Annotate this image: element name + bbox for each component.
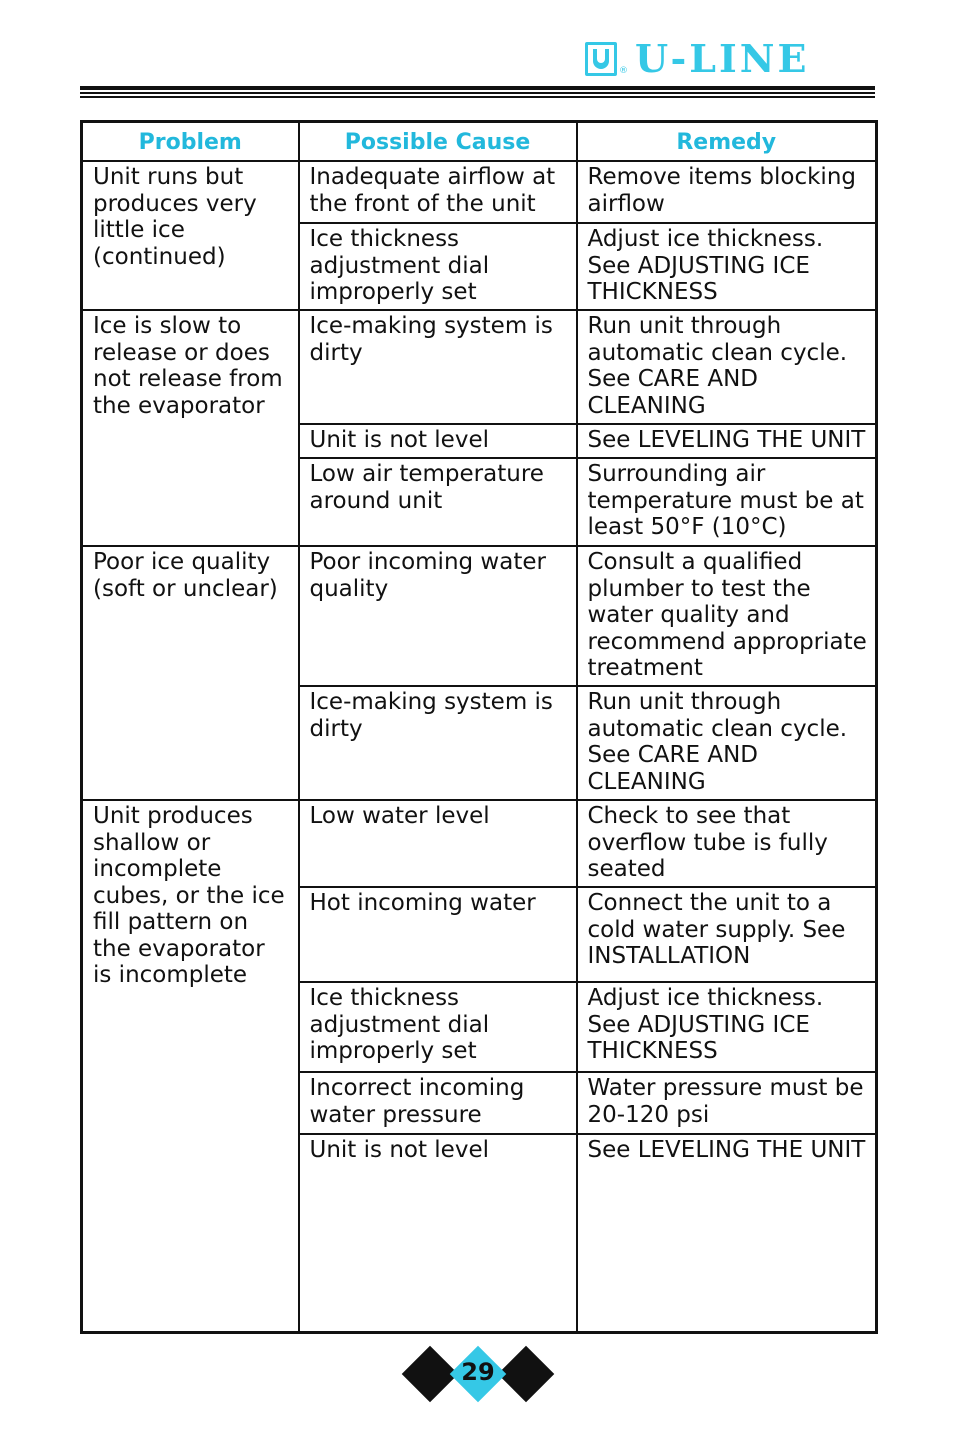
header-rule [80, 86, 875, 90]
u-line-logo-icon [585, 42, 617, 76]
problem-cell: Unit produces shallow or incomplete cubes, or the ice fill pattern on the evaporator is incomplete [82, 800, 299, 1332]
cause-cell: Ice-making system is dirty [299, 310, 577, 424]
remedy-cell: Adjust ice thickness. See ADJUSTING ICE THICKNESS [577, 223, 877, 310]
table-row [82, 800, 877, 887]
cause-cell: Inadequate airflow at the front of the unit [299, 161, 577, 223]
registered-mark: ® [619, 66, 628, 76]
table-row [82, 546, 877, 686]
remedy-cell: Adjust ice thickness. See ADJUSTING ICE THICKNESS [577, 982, 877, 1072]
troubleshooting-table [80, 120, 878, 1334]
cause-cell: Hot incoming water [299, 887, 577, 982]
remedy-cell: See LEVELING THE UNIT [577, 1134, 877, 1332]
cause-cell: Low air temperature around unit [299, 458, 577, 546]
brand-name: U-LINE [635, 36, 810, 81]
cause-cell: Low water level [299, 800, 577, 887]
remedy-cell: Check to see that overflow tube is fully seated [577, 800, 877, 887]
remedy-cell: Consult a qualified plumber to test the water quality and recommend appropriate treatment [577, 546, 877, 686]
header-possible-cause: Possible Cause [299, 122, 577, 162]
remedy-cell: Surrounding air temperature must be at least 50°F (10°C) [577, 458, 877, 546]
problem-cell: Unit runs but produces very little ice (continued) [82, 161, 299, 310]
cause-cell: Unit is not level [299, 424, 577, 458]
cause-cell: Incorrect incoming water pressure [299, 1072, 577, 1134]
page-number-badge [402, 1345, 554, 1403]
cause-cell: Ice thickness adjustment dial improperly set [299, 223, 577, 310]
remedy-cell: Remove items blocking airflow [577, 161, 877, 223]
table-header-row [82, 122, 877, 162]
cause-cell: Poor incoming water quality [299, 546, 577, 686]
remedy-cell: Water pressure must be 20-120 psi [577, 1072, 877, 1134]
header-rule [80, 96, 875, 98]
brand-logo [585, 36, 877, 81]
table-row [82, 310, 877, 424]
remedy-cell: Run unit through automatic clean cycle. See CARE AND CLEANING [577, 686, 877, 800]
page-number: 29 [461, 1358, 495, 1386]
remedy-cell: Connect the unit to a cold water supply. See INSTALLATION [577, 887, 877, 982]
problem-cell: Ice is slow to release or does not release from the evaporator [82, 310, 299, 546]
header-remedy: Remedy [577, 122, 877, 162]
table-row [82, 161, 877, 223]
cause-cell: Ice thickness adjustment dial improperly set [299, 982, 577, 1072]
header-rule [80, 92, 875, 94]
problem-cell: Poor ice quality (soft or unclear) [82, 546, 299, 800]
header-problem: Problem [82, 122, 299, 162]
cause-cell: Unit is not level [299, 1134, 577, 1332]
cause-cell: Ice-making system is dirty [299, 686, 577, 800]
remedy-cell: Run unit through automatic clean cycle. See CARE AND CLEANING [577, 310, 877, 424]
remedy-cell: See LEVELING THE UNIT [577, 424, 877, 458]
